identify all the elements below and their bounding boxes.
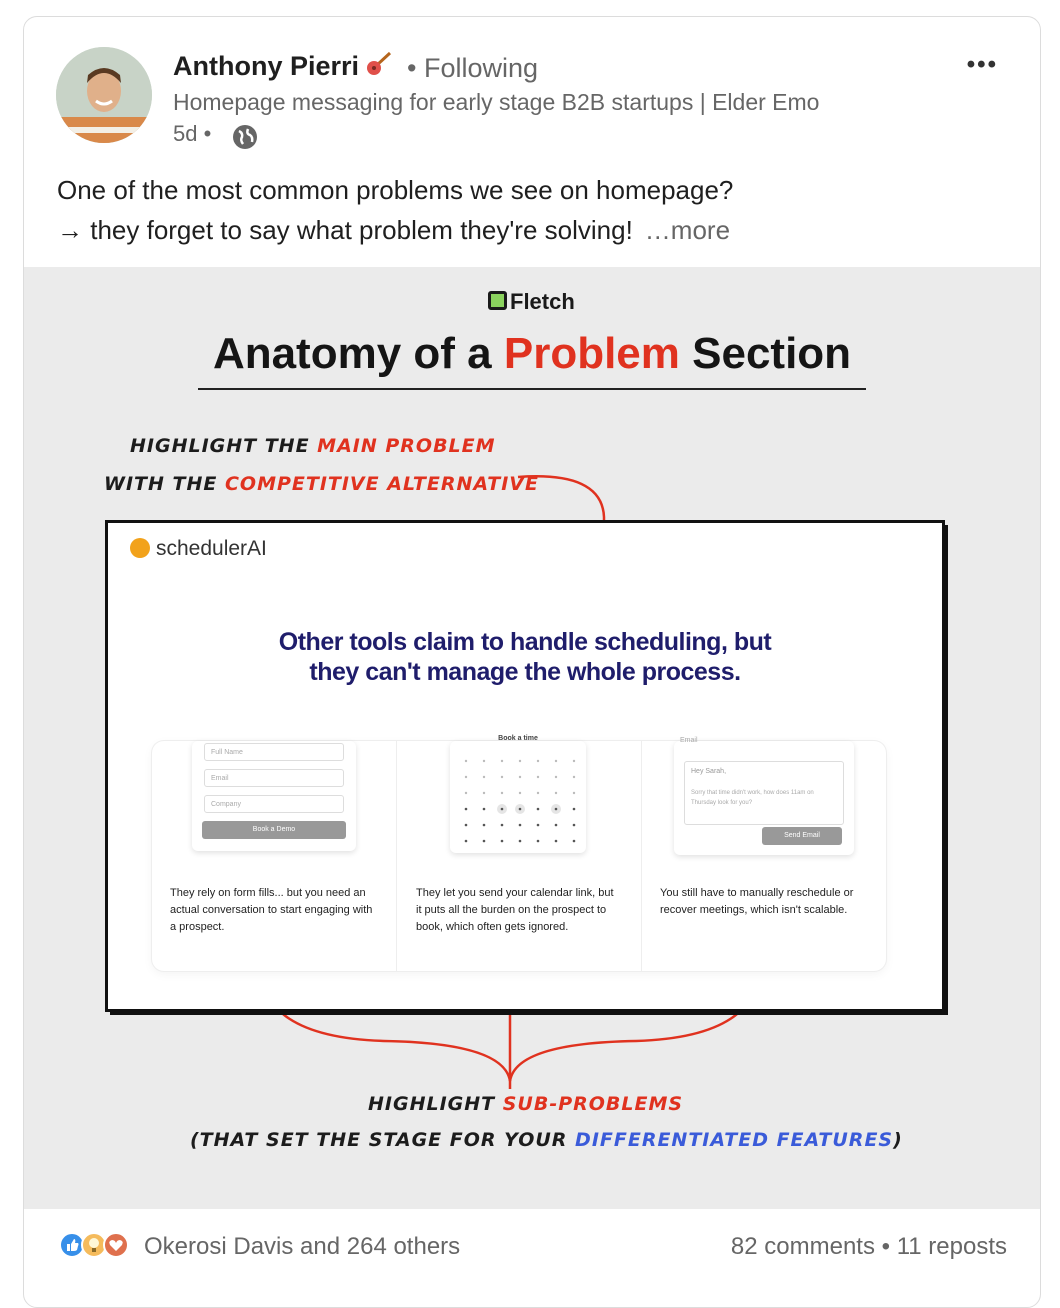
post-time: 5d • — [173, 121, 212, 146]
sub-problem-3: You still have to manually reschedule or recover meetings, which isn't scalable. — [660, 887, 854, 916]
scheduler-logo — [130, 537, 267, 561]
author-headline: Homepage messaging for early stage B2B startups | Elder Emo — [173, 89, 820, 115]
post-options-button[interactable]: ••• — [966, 51, 998, 78]
bottom-note-line2 — [190, 1129, 903, 1151]
bottom-note-line1-highlight: SUB-PROBLEMS — [502, 1093, 684, 1115]
post-text-line2-content: → they forget to say what problem they're solving! — [57, 215, 633, 245]
author-name-text[interactable]: Anthony Pierri — [173, 51, 360, 81]
fletch-logo-text: Fletch — [510, 289, 575, 314]
bottom-note-line1-text: HIGHLIGHT — [368, 1093, 503, 1115]
bottom-note-line2-text: (THAT SET THE STAGE FOR YOUR — [190, 1129, 576, 1151]
calendar-title: Book a time — [498, 735, 538, 742]
see-more-link[interactable]: …more — [644, 215, 731, 245]
email-greeting: Hey Sarah, — [691, 768, 727, 775]
mockup-headline — [108, 627, 942, 687]
bottom-note-line2-close: ) — [893, 1129, 903, 1151]
author-name[interactable] — [173, 51, 393, 84]
love-reaction-icon — [104, 1233, 128, 1257]
post-image[interactable] — [24, 267, 1040, 1209]
author-avatar[interactable] — [56, 47, 152, 143]
sub-problem-columns — [152, 735, 886, 971]
form-field-name: Full Name — [204, 743, 344, 761]
column-divider — [396, 741, 397, 971]
following-status[interactable]: • Following — [407, 53, 539, 83]
mockup-headline-line2: they can't manage the whole process. — [309, 658, 741, 686]
mockup-headline-line1: Other tools claim to handle scheduling, but — [278, 628, 772, 656]
email-body-box — [684, 761, 844, 825]
book-demo-button: Book a Demo — [202, 821, 346, 839]
sub-problem-2: They let you send your calendar link, but it puts all the burden on the prospect to book, which often gets ignored. — [416, 887, 614, 933]
email-mockup — [674, 737, 854, 855]
form-field-company: Company — [204, 795, 344, 813]
top-note-line2-text: WITH THE — [104, 473, 225, 495]
insightful-reaction-icon — [82, 1233, 106, 1257]
globe-icon — [231, 123, 259, 156]
calendar-mockup — [450, 735, 586, 853]
top-note-line1-text: HIGHLIGHT THE — [130, 435, 318, 457]
title-part1: Anatomy of a — [212, 329, 504, 378]
send-email-button: Send Email — [762, 827, 842, 845]
email-body-text: Sorry that time didn't work, how does 11am on Thursday look for you? — [691, 790, 814, 806]
form-field-email: Email — [204, 769, 344, 787]
top-note-line1-highlight: MAIN PROBLEM — [317, 435, 496, 457]
sub-problem-1: They rely on form fills... but you need an actual conversation to start engaging with a prospect. — [170, 887, 373, 933]
email-field-label: Email — [680, 737, 698, 744]
top-note-line2-highlight: COMPETITIVE ALTERNATIVE — [224, 473, 539, 495]
post-card — [23, 16, 1041, 1308]
scheduler-mockup — [105, 520, 945, 1012]
guitar-icon — [365, 51, 393, 84]
scheduler-logo-text: schedulerAI — [156, 537, 267, 560]
bottom-note-line2-highlight: DIFFERENTIATED FEATURES — [575, 1129, 894, 1151]
reaction-icons[interactable] — [58, 1230, 138, 1265]
form-mockup — [192, 741, 356, 851]
calendar-grid — [450, 741, 586, 853]
column-divider — [641, 741, 642, 971]
title-highlight: Problem — [503, 329, 680, 378]
title-part2: Section — [679, 329, 852, 378]
bottom-note-line1 — [368, 1093, 683, 1115]
post-text-line1: One of the most common problems we see on homepage? — [57, 175, 734, 205]
like-reaction-icon — [60, 1233, 84, 1257]
reactions-count[interactable]: Okerosi Davis and 264 others — [144, 1233, 461, 1260]
scheduler-logo-icon — [130, 538, 150, 558]
post-text-line2 — [57, 215, 730, 246]
comments-reposts[interactable]: 82 comments • 11 reposts — [730, 1233, 1007, 1260]
